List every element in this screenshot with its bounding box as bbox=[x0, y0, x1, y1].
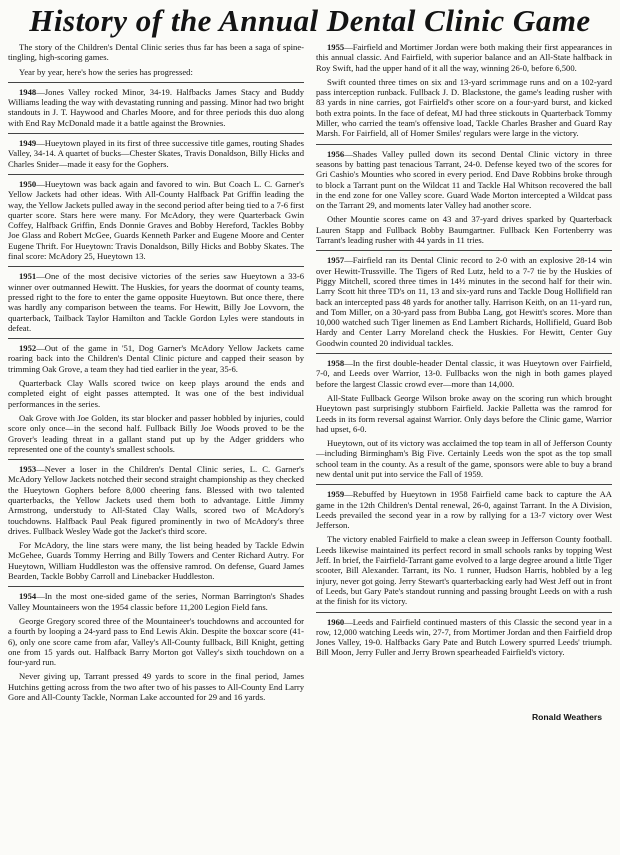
section-divider bbox=[316, 484, 612, 485]
entry-year: 1955 bbox=[327, 42, 345, 52]
entry-text: —Out of the game in '51, Dog Garner's McAdory Yellow Jackets came roaring back into the Children's Dental Clinic picture and capped their season by trimming Oak Grove, a team they had tied earlier in the year, 35-6. bbox=[8, 343, 304, 374]
entry-text: George Gregory scored three of the Mountaineer's touchdowns and accounted for a fourth by looping a 24-yard pass to End Lewis Akin. Despite the boxcar score (41-6), only one score came from afar, Valley's All-County fullback, Bill Knight, getting one from 15 yards out. Halfback Barry Morton got Valley's sixth touchdown on a four-yard run. bbox=[8, 615, 304, 668]
entry-year: 1957 bbox=[327, 255, 345, 266]
entry-year: 1959 bbox=[327, 489, 345, 500]
section-divider bbox=[8, 82, 304, 83]
entry-text: —In the first double-header Dental classic, it was Hueytown over Fairfield, 7-0, and Leeds over Warrior, 13-0. Fullbacks won the nigh in both games played before the largest Classic crowd ever—more than 14,000. bbox=[316, 358, 612, 389]
entry-paragraph bbox=[8, 138, 304, 169]
entry-paragraph bbox=[8, 343, 304, 374]
section-divider bbox=[316, 250, 612, 251]
entry-paragraph bbox=[316, 534, 612, 606]
entry-paragraph bbox=[316, 393, 612, 434]
entry-paragraph bbox=[8, 591, 304, 612]
entry-text: Hueytown, out of its victory was acclaimed the top team in all of Jefferson County—including Birmingham's Big Five. Certainly Leeds won the spot as the top small school team in the county. As a result of the game, sponsors were able to buy a brand new dental unit put into service the Fall of 1959. bbox=[316, 438, 612, 479]
entry-paragraph bbox=[316, 77, 612, 139]
article-columns bbox=[8, 42, 612, 706]
entry-year: 1949 bbox=[19, 138, 37, 149]
entry-year: 1954 bbox=[19, 591, 37, 602]
entry-paragraph bbox=[8, 671, 304, 702]
section-divider bbox=[8, 586, 304, 587]
entry-text: —Shades Valley pulled down its second Dental Clinic victory in three seasons by batting past tenacious Tarrant, 24-0. Defense keyed two of the scores for Gri Cashio's Mounties who scored in every period. End Dave Robbins broke through to block a Tarrant punt on the Wildcat 11 and Tackle Hal Whitson recovered the ball in the end zone for one Valley score. Guard Wade Morton intercepted a Wildcat pass on the Tarrant 29, and moments later Valley had another score. bbox=[316, 148, 612, 211]
entry-year: 1952 bbox=[19, 343, 37, 354]
entry-paragraph bbox=[316, 617, 612, 658]
section-divider bbox=[8, 174, 304, 175]
entry-text: —In the most one-sided game of the series, Norman Barrington's Shades Valley Mountaineers won the 1954 classic before 11,200 Legion Field fans. bbox=[8, 591, 304, 612]
entry-paragraph bbox=[316, 438, 612, 479]
intro-paragraph: The story of the Children's Dental Clinic series thus far has been a saga of spine-tingling, high-scoring games. bbox=[8, 42, 304, 63]
entry-paragraph bbox=[316, 358, 612, 389]
right-column bbox=[316, 42, 612, 706]
entry-paragraph bbox=[316, 255, 612, 348]
section-divider bbox=[8, 459, 304, 460]
entry-text: —Leeds and Fairfield continued masters of this Classic the second year in a row, 12,000 watching Leeds win, 27-7, from Mortimer Jordan and then Fairfield drop Jones Valley, 19-0. Halfbacks Gary Pate and Butch Lowery spurred Leeds' triumph. Bill Moon, Jerry Fuller and Jerry Brown spearheaded Fairfield's victory. bbox=[316, 616, 612, 658]
intro-paragraph: Year by year, here's how the series has progressed: bbox=[19, 66, 193, 77]
entry-text: Quarterback Clay Walls scored twice on keep plays around the ends and completed eight of eight passes attempted. It was one of the best individual performances in the series. bbox=[8, 378, 304, 409]
entry-paragraph bbox=[8, 179, 304, 261]
section-divider bbox=[8, 338, 304, 339]
article-title: History of the Annual Dental Clinic Game bbox=[29, 3, 591, 38]
entry-text: —Rebuffed by Hueytown in 1958 Fairfield came back to capture the AA game in the 12th Children's Dental renewal, 26-0, against Tarrant. In the A Division, Leeds prevailed the second year in a row by rallying for a 13-7 victory over West Jefferson. bbox=[316, 489, 612, 531]
entry-paragraph bbox=[8, 616, 304, 667]
entry-text: —Fairfield ran its Dental Clinic record to 2-0 with an explosive 28-14 win over Hewitt-Trussville. The Tigers of Red Lutz, held to a 7-7 tie by the Huskies of Piggy Mitchell, scored three times in 14½ minutes in the second half for their win. Larry Scott hit three TD's on 11, 13 and six-yard runs and Tackle Doug Hollifield ran back an intercepted pass 48 yards for another tally. Harrison Keith, on an 11-yard run, and Tom Miller, on a 30-yard pass from Bubba Lang, got Hewitt's scores. More than 10,000 watched such Tiger linemen as End Lambert Richards, Hollifield, Guard Bob Hardy and Center Larry Moreland check the Huskies. For Hewitt, Center Guy Goodwin counted 20 individual tackles. bbox=[316, 255, 612, 348]
entry-text: —One of the most decisive victories of the series saw Hueytown a 33-6 winner over outmanned Hewitt. The Huskies, for years the doormat of county teams, pressed right to the fore to enter the game opposite Hueytown. But once there, there was hardly any comparison between the teams. For Hewitt, Billy Joe Lovvorn, the quarterback, Tailback Taylor Hamilton and Tackle Gordon Lyles were standouts in defeat. bbox=[8, 271, 304, 333]
author-credit: Ronald Weathers bbox=[531, 712, 602, 723]
entry-paragraph bbox=[8, 413, 304, 454]
section-divider bbox=[316, 144, 612, 145]
section-divider bbox=[8, 266, 304, 267]
entry-text: All-State Fullback George Wilson broke away on the scoring run which brought Hueytown past surprisingly stubborn Fairfield. Jackie Palletta was the ramrod for Leeds in its form reversal against Warrior. Only days before the Clinic game, Warrior had upset, 6-0. bbox=[316, 392, 612, 434]
entry-text: —Never a loser in the Children's Dental Clinic series, L. C. Garner's McAdory Yellow Jackets notched their second straight championship as they checked the Hueytown Gophers before 8,000 cheering fans. Blessed with two talented quarterbacks, the Yellow Jackets used them both to advantage. Little Jimmy Armstrong, understudy to All-Stated Clay Walls, scored two of McAdory's touchdowns. Halfback Paul Peak figured prominently in two of McAdory's three drives. Fullback Wesley Wade got the Jacket's third score. bbox=[8, 464, 304, 536]
entry-text: —Fairfield and Mortimer Jordan were both making their first appearances in this annual classic. And Fairfield, with superior balance and an All-State halfback in Roy Swift, had the upper hand of it all the way, winning 26-0, before 6,500. bbox=[316, 42, 612, 73]
entry-paragraph bbox=[8, 540, 304, 581]
entry-paragraph bbox=[8, 271, 304, 333]
section-divider bbox=[316, 612, 612, 613]
entry-year: 1948 bbox=[19, 86, 37, 97]
section-divider bbox=[316, 353, 612, 354]
entry-text: Never giving up, Tarrant pressed 49 yards to score in the final period, James Hutchins getting across from the two after two of his passes to All-County End Larry Gore and All-County Tackle, Norman Lake accounted for 29 and 16 yards. bbox=[8, 671, 304, 703]
entry-paragraph bbox=[316, 42, 612, 73]
entry-text: For McAdory, the line stars were many, the list being headed by Tackle Edwin McGehee, Guards Tommy Herring and Billy Towers and Center Richard Autry. For Hueytown, William Huddleston was the offensive ramrod. On defense, Guard James Bearden, Tackle Bobby Carroll and Linebacker Huddleston. bbox=[8, 540, 304, 582]
entry-year: 1960 bbox=[327, 616, 345, 627]
entry-year: 1953 bbox=[19, 464, 37, 475]
entry-paragraph bbox=[8, 87, 304, 128]
entry-text: The victory enabled Fairfield to make a clean sweep in Jefferson County football. Leeds likewise maintained its perfect record in small schools ranks by topping West Jeff. In brief, the Fairfield-Tarrant game evolved to a large degree around a little Tiger scooter, Bill Alexander. Tarrant, its No. 1 runner, Hudson Harris, hobbled by a leg injury, never got going. Jerry Stewart's quarterbacking early had West Jeff out in front of Leeds, but Gary Pate's standout running and passing brought Leeds on with a rush at the finish for its victory. bbox=[316, 534, 612, 607]
entry-text: Other Mountie scores came on 43 and 37-yard drives sparked by Quarterback Lauren Stapp and Fullback Bobby Baumgartner. Fullback Ken Fortenberry was Tarrant's leading rusher with 44 yards in 11 tries. bbox=[316, 214, 612, 246]
entry-paragraph bbox=[8, 464, 304, 536]
entry-text: —Jones Valley rocked Minor, 34-19. Halfbacks James Stacy and Buddy Williams leading the way with devastating running and passing. Minor had two bright standouts in J. T. Haywood and Charles Moore, and for three periods this duo along with End Ray McDonald made it a battle against the Brownies. bbox=[8, 86, 304, 128]
entry-text: Oak Grove with Joe Golden, its star blocker and passer hobbled by injuries, could score only once—in the second half. Fullback Billy Joe Woods proved to be the Grover's leading threat in a gallant stand put up by the Adger gridders who represented one of the county's smallest schools. bbox=[8, 412, 304, 454]
entry-paragraph bbox=[316, 489, 612, 530]
entry-year: 1958 bbox=[327, 358, 345, 369]
entry-text: Swift counted three times on six and 13-yard scrimmage runs and on a 102-yard pass interception runback. Fullback J. D. Blackstone, the game's leading rusher with 83 yards in nine carries, got Fairfield's other score on a four-yard burst, and kicked both extra points. In the face of defeat, MJ had three stickouts in Quarterback Tommy Miller, who carried the team's offensive load, Tackle Charles Brasher and Guard Ray Marsh. For Fairfield, all of Homer Smiles' regulars were large in the victory. bbox=[316, 76, 612, 139]
entry-text: —Hueytown played in its first of three successive title games, routing Shades Valley, 34-14. A quartet of bucks—Chester Skates, Travis Donaldson, Billy Hicks and Charles Snider—made it easy for the Gophers. bbox=[8, 138, 304, 169]
entry-year: 1951 bbox=[19, 271, 37, 282]
section-divider bbox=[8, 133, 304, 134]
left-column bbox=[8, 42, 304, 706]
entry-year: 1956 bbox=[327, 148, 345, 159]
entry-paragraph bbox=[316, 149, 612, 211]
entry-year: 1950 bbox=[19, 178, 37, 189]
entry-paragraph bbox=[8, 378, 304, 409]
entry-paragraph bbox=[316, 214, 612, 245]
entry-text: —Hueytown was back again and favored to win. But Coach L. C. Garner's Yellow Jackets had other ideas. With All-County Halfback Pat Griffin leading the way, the Yellow Jackets pulled away in the second period after being tied to a 7-6 first quarter score. Stars here were many. For McAdory, they were Quarterback Gwin Coffey, Halfback Griffin, Ends Donnie Graves and Bobby Hereford, Tackles Bobby Joe Glass and Robert McGee, Guards Kenneth Parker and Eugene Moore and Center Eugene Thrift. For Hueytown: Travis Donaldson, Billy Hicks and Bobby Skates. The final score: McAdory 25, Hueytown 13. bbox=[8, 178, 304, 262]
